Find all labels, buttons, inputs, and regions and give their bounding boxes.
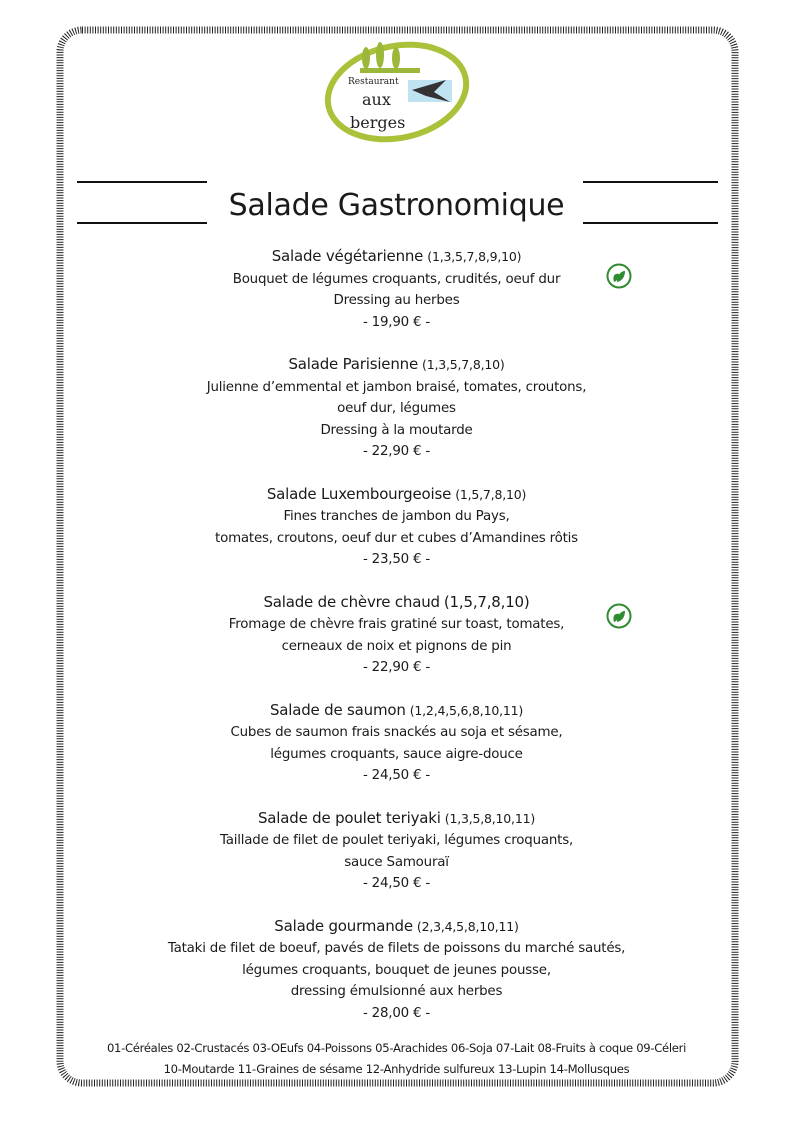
item-allergens: (1,5,7,8,10) [443,592,530,611]
logo-text: aux [362,90,391,109]
page-title: Salade Gastronomique [228,188,565,223]
menu-item [0,592,793,679]
item-title [0,484,793,507]
item-description: Dressing à la moutarde [320,422,473,438]
menu-item [0,700,793,787]
item-price: - 22,90 € - [362,660,431,675]
item-name: Salade de chèvre chaud [263,592,440,611]
item-name: Salade végétarienne [271,247,424,265]
item-name: Salade de poulet teriyaki [257,808,441,827]
item-description: Cubes de saumon frais snackés au soja et sésame, [230,725,563,740]
item-allergens: (1,5,7,8,10) [455,486,527,502]
item-title [0,246,793,269]
item-title [0,916,793,939]
divider-right-top [583,181,718,183]
menu-item [0,484,793,571]
vegetarian-icon [606,603,632,629]
item-description: Bouquet de légumes croquants, crudités, oeuf dur [232,271,561,287]
logo-text: Restaurant [348,77,399,87]
item-price: - 28,00 € - [362,1005,431,1021]
item-allergens: (2,3,4,5,8,10,11) [416,918,519,934]
item-description: dressing émulsionné aux herbes [290,984,503,999]
item-description: légumes croquants, bouquet de jeunes pousse, [242,962,551,978]
allergen-legend [0,1038,793,1080]
item-description: Fines tranches de jambon du Pays, [283,509,510,524]
item-allergens: (1,3,5,8,10,11) [444,810,536,826]
restaurant-logo [322,34,472,146]
vegetarian-icon [606,263,632,289]
menu-item [0,808,793,895]
item-description: cerneaux de noix et pignons de pin [281,638,512,654]
menu-items [0,246,793,1024]
allergen-legend-line: 01-Céréales 02-Crustacés 03-OEufs 04-Poissons 05-Arachides 06-Soja 07-Lait 08-Fruits à coque 09-Céleri [106,1041,687,1055]
menu-item [0,354,793,463]
item-allergens: (1,2,4,5,6,8,10,11) [409,702,524,718]
item-description: oeuf dur, légumes [337,401,456,416]
item-description: Julienne d’emmental et jambon braisé, tomates, croutons, [206,379,587,395]
item-price: - 24,50 € - [362,876,431,891]
item-title [0,354,793,377]
item-description: sauce Samouraï [344,854,449,870]
menu-item [0,246,793,333]
item-description: Tataki de filet de boeuf, pavés de filets de poissons du marché sautés, [167,941,626,956]
item-name: Salade Parisienne [288,355,418,373]
menu-item [0,916,793,1025]
item-allergens: (1,3,5,7,8,10) [422,357,505,372]
item-title [0,592,793,615]
item-description: Dressing au herbes [333,293,460,308]
item-description: tomates, croutons, oeuf dur et cubes d’Amandines rôtis [215,530,578,546]
item-price: - 23,50 € - [362,552,431,567]
item-allergens: (1,3,5,7,8,9,10) [427,249,522,264]
item-price: - 19,90 € - [362,314,431,330]
item-title [0,808,793,831]
divider-left-top [77,181,207,183]
item-description: légumes croquants, sauce aigre-douce [270,746,523,762]
item-description: Taillade de filet de poulet teriyaki, légumes croquants, [219,833,574,848]
allergen-legend-line: 10-Moutarde 11-Graines de sésame 12-Anhydride sulfureux 13-Lupin 14-Mollusques [163,1062,630,1076]
item-description: Fromage de chèvre frais gratiné sur toast, tomates, [228,617,565,632]
item-name: Salade gourmande [274,916,413,935]
item-price: - 22,90 € - [362,444,431,459]
item-name: Salade de saumon [269,700,406,719]
item-title [0,700,793,723]
logo-text: berges [350,113,406,132]
item-price: - 24,50 € - [362,768,431,783]
item-name: Salade Luxembourgeoise [266,484,452,503]
